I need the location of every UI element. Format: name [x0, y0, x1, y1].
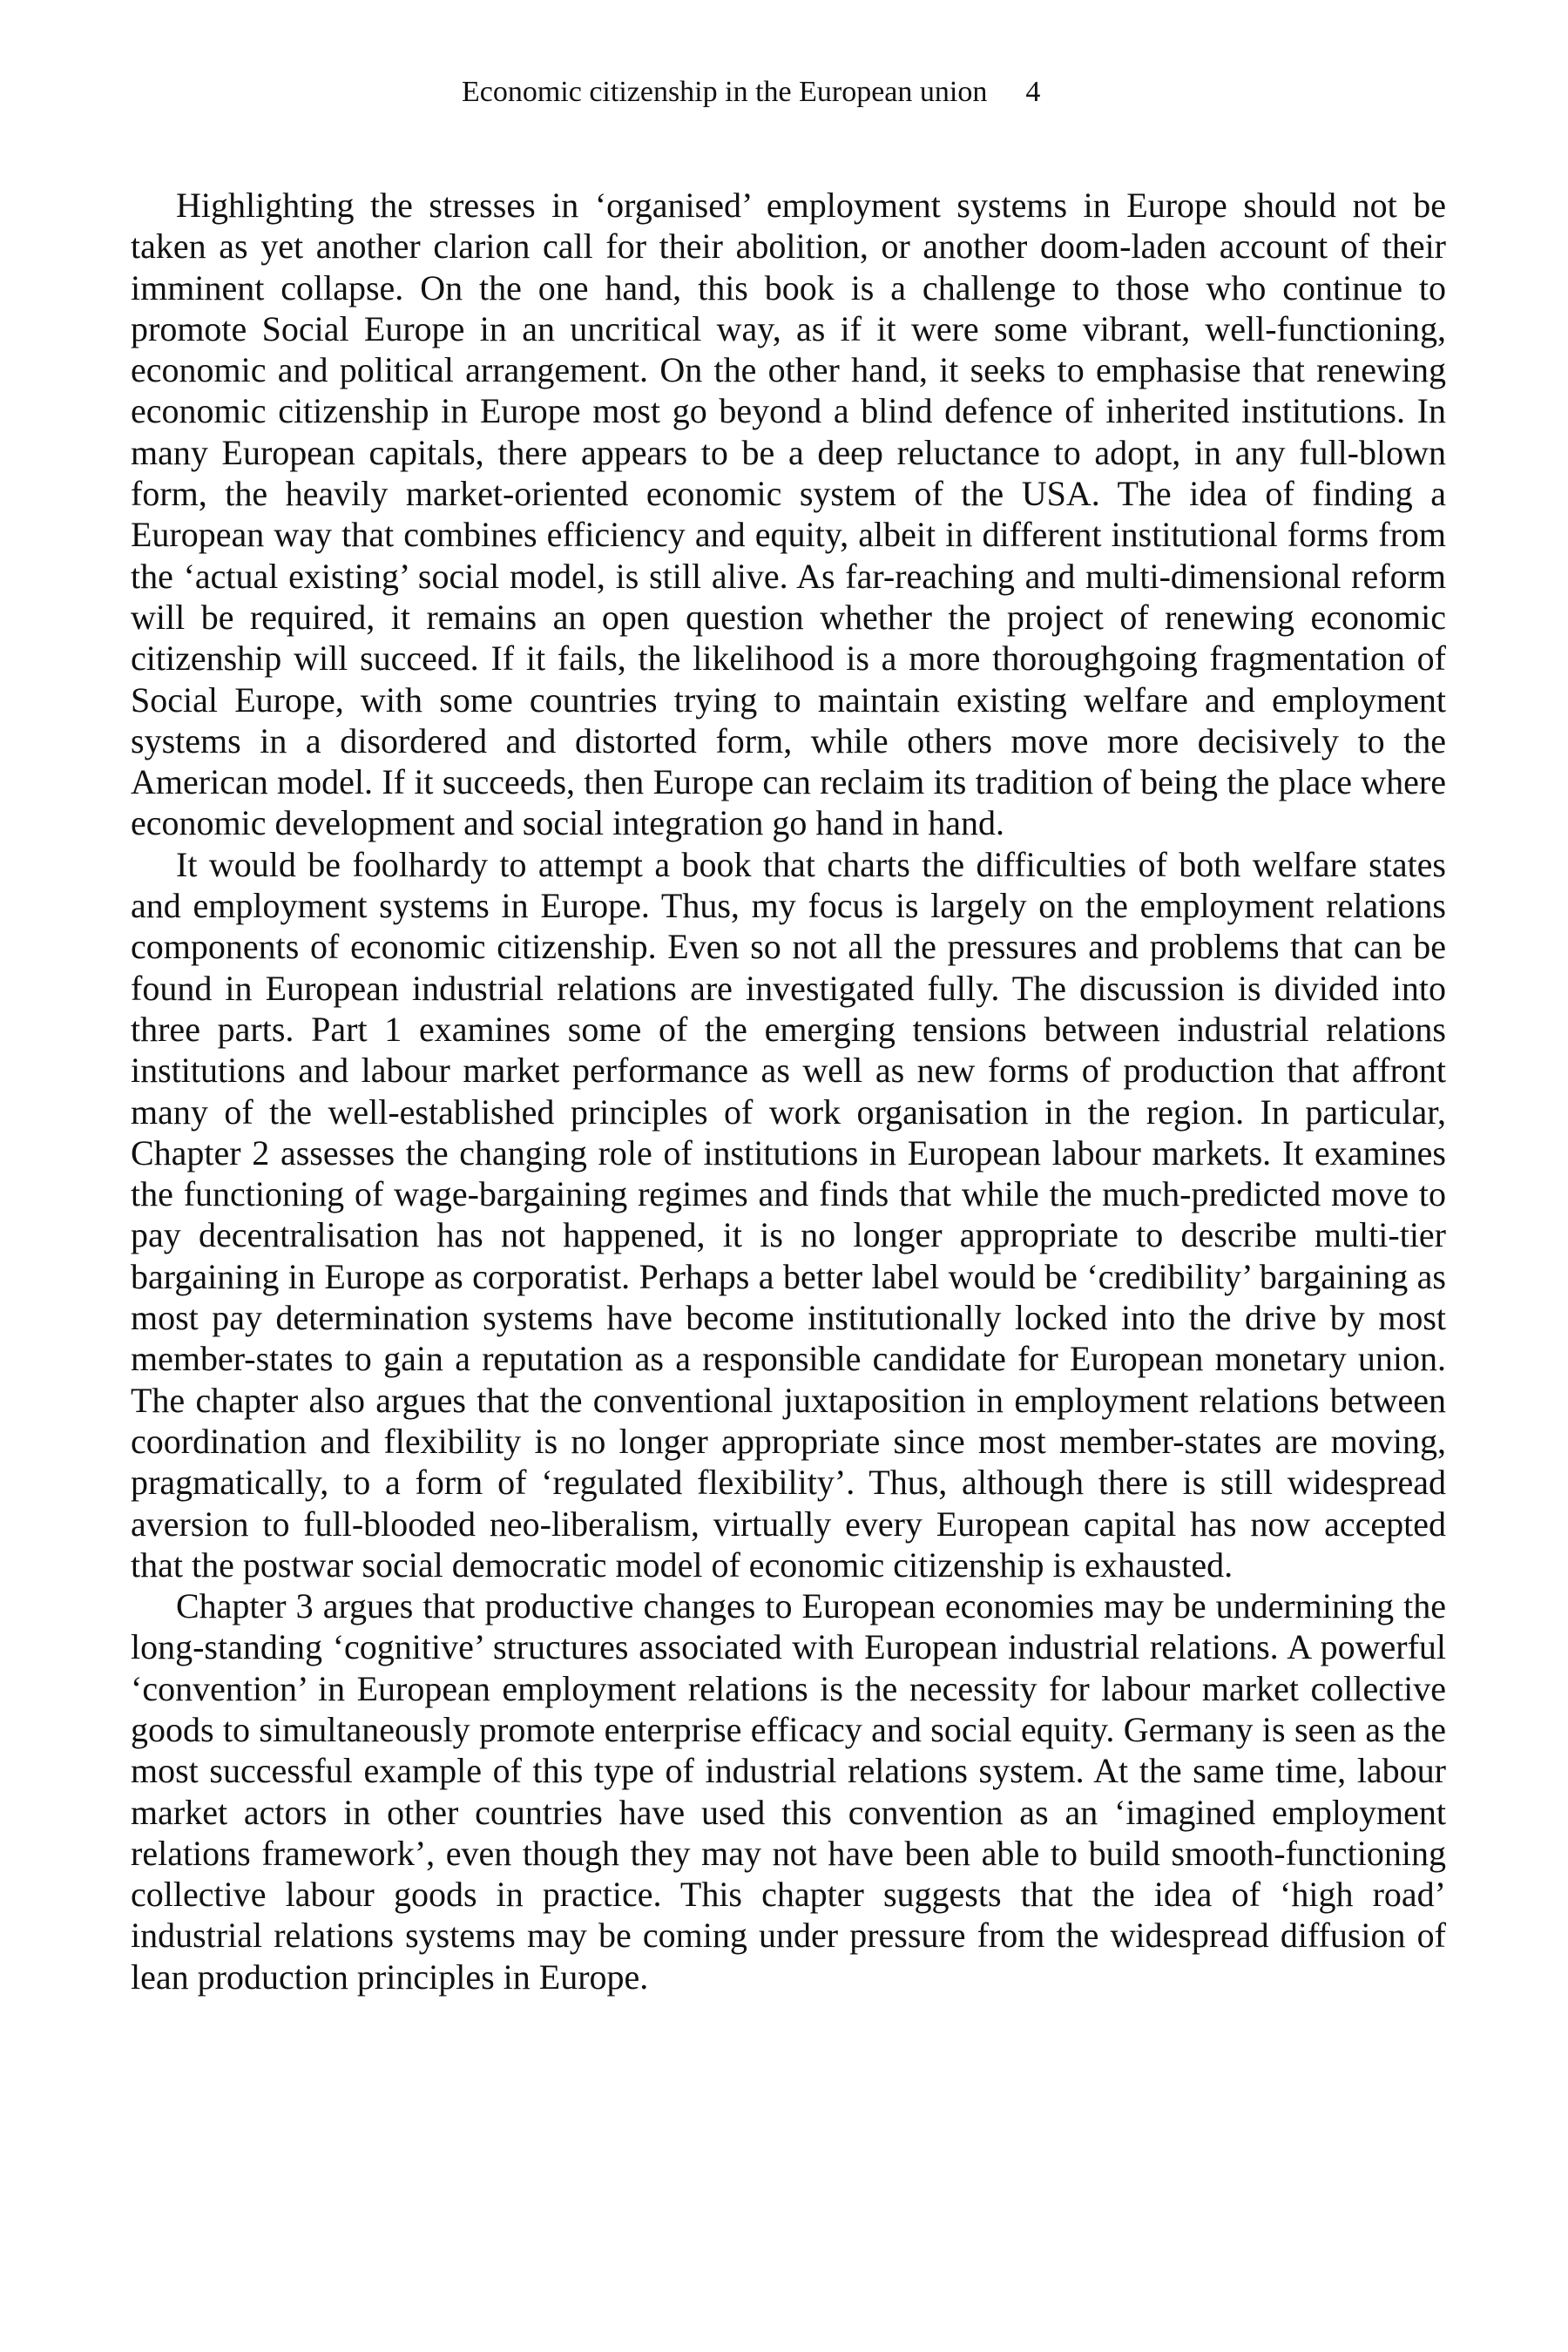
body-paragraph-3: Chapter 3 argues that productive changes to European economies may be undermining the long-standing ‘cognitive’ structures associated with European industrial relations. A powerful ‘convention’ in European employment relations is the necessity for labour market collective goods to simultaneously promote enterprise efficacy and social equity. Germany is seen as the most successful example of this type of industrial relations system. At the same time, labour market actors in other countries have used this convention as an ‘imagined employment relations framework’, even though they may not have been able to build smooth-functioning collective labour goods in practice. This chapter suggests that the idea of ‘high road’ industrial relations systems may be coming under pressure from the widespread diffusion of lean production principles in Europe.	[131, 1586, 1446, 1997]
body-text	[131, 185, 1446, 1997]
page-number: 4	[1025, 76, 1041, 108]
running-head	[462, 75, 1040, 110]
running-title: Economic citizenship in the European union	[462, 76, 988, 108]
body-paragraph-2: It would be foolhardy to attempt a book that charts the difficulties of both welfare states and employment systems in Europe. Thus, my focus is largely on the employment relations components of economic citizenship. Even so not all the pressures and problems that can be found in European industrial relations are investigated fully. The discussion is divided into three parts. Part 1 examines some of the emerging tensions between industrial relations institutions and labour market performance as well as new forms of production that affront many of the well-established principles of work organisation in the region. In particular, Chapter 2 assesses the changing role of institutions in European labour markets. It examines the functioning of wage-bargaining regimes and finds that while the much-predicted move to pay decentralisation has not happened, it is no longer appropriate to describe multi-tier bargaining in Europe as corporatist. Perhaps a better label would be ‘credibility’ bargaining as most pay determination systems have become institutionally locked into the drive by most member-states to gain a reputation as a responsible candidate for European monetary union. The chapter also argues that the conventional juxtaposition in employment relations between coordination and flexibility is no longer appropriate since most member-states are moving, pragmatically, to a form of ‘regulated flexibility’. Thus, although there is still widespread aversion to full-blooded neo-liberalism, virtually every European capital has now accepted that the postwar social democratic model of economic citizenship is exhausted.	[131, 844, 1446, 1585]
body-paragraph-1: Highlighting the stresses in ‘organised’ employment systems in Europe should not be taken as yet another clarion call for their abolition, or another doom-laden account of their imminent collapse. On the one hand, this book is a challenge to those who continue to promote Social Europe in an uncritical way, as if it were some vibrant, well-functioning, economic and political arrangement. On the other hand, it seeks to emphasise that renewing economic citizenship in Europe most go beyond a blind defence of inherited institutions. In many European capitals, there appears to be a deep reluctance to adopt, in any full-blown form, the heavily market-oriented economic system of the USA. The idea of finding a European way that combines efficiency and equity, albeit in different institutional forms from the ‘actual existing’ social model, is still alive. As far-reaching and multi-dimensional reform will be required, it remains an open question whether the project of renewing economic citizenship will succeed. If it fails, the likelihood is a more thoroughgoing fragmentation of Social Europe, with some countries trying to maintain existing welfare and employment systems in a disordered and distorted form, while others move more decisively to the American model. If it succeeds, then Europe can reclaim its tradition of being the place where economic development and social integration go hand in hand.	[131, 186, 1446, 843]
